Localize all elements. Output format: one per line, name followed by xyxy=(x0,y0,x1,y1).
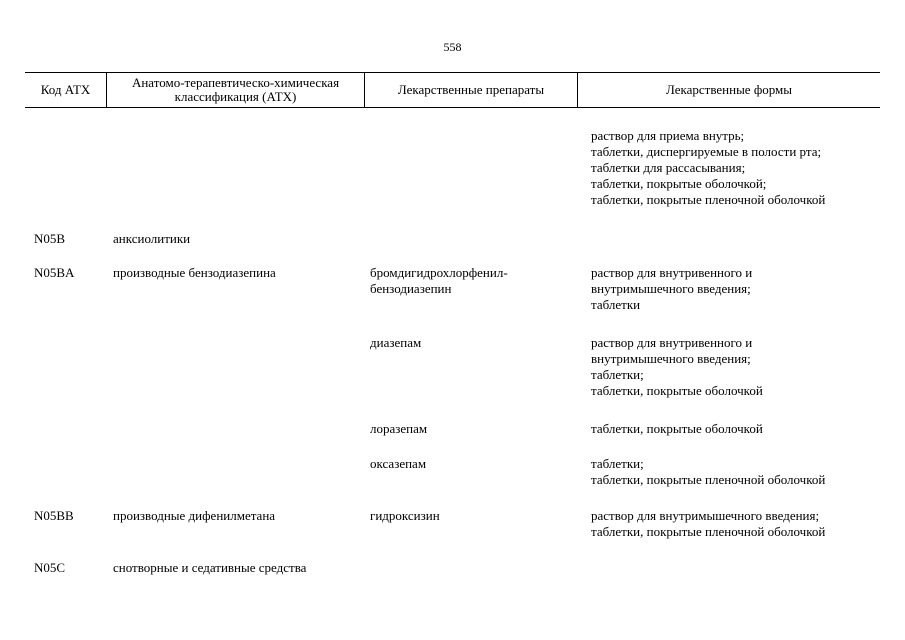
header-forms: Лекарственные формы xyxy=(665,82,793,97)
dosage-forms-cell: раствор для внутривенного и внутримышечного введения; таблетки; таблетки, покрытые оболочкой xyxy=(591,335,763,398)
drug-name-cell: бромдигидрохлорфенил- бензодиазепин xyxy=(370,265,508,296)
dosage-forms-cell: раствор для внутривенного и внутримышечного введения; таблетки xyxy=(591,265,753,312)
atc-code-cell: N05C xyxy=(34,560,66,575)
drug-name-cell: диазепам xyxy=(370,335,422,350)
header-drugs: Лекарственные препараты xyxy=(397,82,545,97)
dosage-forms-cell: таблетки; таблетки, покрытые пленочной оболочкой xyxy=(591,456,826,487)
dosage-forms-cell: раствор для приема внутрь; таблетки, диспергируемые в полости рта; таблетки для рассасывания; таблетки, покрытые оболочкой; таблетки, покрытые пленочной оболочкой xyxy=(591,128,826,207)
drug-name-cell: оксазепам xyxy=(370,456,427,471)
drug-name-cell: лоразепам xyxy=(370,421,428,436)
atc-code-cell: N05BB xyxy=(34,508,74,523)
atc-class-cell: снотворные и седативные средства xyxy=(113,560,307,575)
atc-code-cell: N05BA xyxy=(34,265,75,280)
atc-class-cell: анксиолитики xyxy=(113,231,191,246)
atc-class-cell: производные бензодиазепина xyxy=(113,265,276,280)
atc-class-cell: производные дифенилметана xyxy=(113,508,276,523)
page-number: 558 xyxy=(443,40,462,54)
header-code: Код АТХ xyxy=(40,82,91,97)
dosage-forms-cell: таблетки, покрытые оболочкой xyxy=(591,421,763,436)
dosage-forms-cell: раствор для внутримышечного введения; таблетки, покрытые пленочной оболочкой xyxy=(591,508,826,539)
header-atc-class: Анатомо-терапевтическо-химическая классификация (АТХ) xyxy=(131,75,340,104)
atc-code-cell: N05B xyxy=(34,231,66,246)
drug-name-cell: гидроксизин xyxy=(370,508,440,523)
